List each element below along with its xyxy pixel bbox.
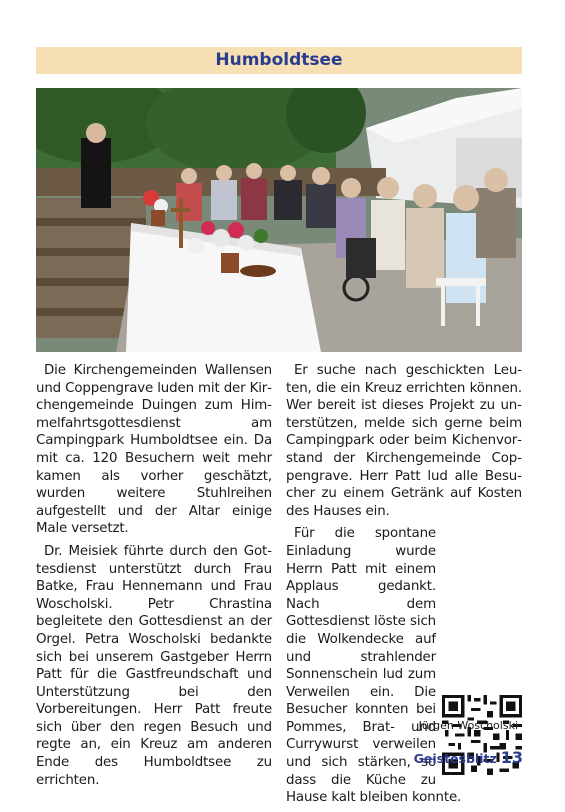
page-title: Humboldtsee (215, 50, 343, 70)
photo-illustration (36, 88, 522, 352)
page-footer (414, 748, 523, 767)
right-paragraph-2: Für die spontane Einladung wurde Herrn Patt mit einem Applaus gedankt. Nach dem Gottesdienst löste sich die Wolkendecke auf und strahlender Sonnenschein lud zum Verweilen ein. Die Besucher konnten bei Pommes, Brat- und Currywurst verweilen und sich stärken, so dass die Küche zu Hause kalt bleiben konnte. (286, 526, 462, 806)
magazine-name: Geistesblitz (413, 751, 497, 766)
right-column (286, 362, 522, 812)
title-bar (36, 47, 522, 74)
left-column (36, 362, 272, 794)
church-service-photo (36, 88, 522, 352)
page-number: 13 (500, 748, 523, 767)
left-paragraph-1: Die Kirchengemeinden Wallensen und Coppengrave luden mit der Kirchengemeinde Duingen zum Himmelfahrtsgottesdienst am Campingpark Humboldtsee ein. Da mit ca. 120 Besuchern weit mehr kamen als vorher geschätzt, wurden weitere Stuhlreihen aufgestellt und der Altar einige Male versetzt. (36, 363, 272, 537)
author-signature: Jürgen Woscholski (418, 719, 518, 732)
right-paragraph-1: Er suche nach geschickten Leuten, die ein Kreuz errichten können. Wer bereit ist dieses Projekt zu unterstützen, melde sich gerne beim Campingpark oder beim Kichenvorstand der Kirchengemeinde Coppengrave. Herr Patt lud alle Besucher zu einem Getränk auf Kosten des Hauses ein. (286, 363, 522, 519)
left-paragraph-2: Dr. Meisiek führte durch den Gottesdienst unterstützt durch Frau Batke, Frau Hennemann und Frau Woscholski. Petr Chrastina begleitete den Gottesdienst an der Orgel. Petra Woscholski bedankte sich bei unserem Gastgeber Herrn Patt für die Gastfreundschaft und Unterstützung bei den Vorbereitungen. Herr Patt freute sich über den regen Besuch und regte an, ein Kreuz am anderen Ende des Humboldtsee zu errichten. (36, 543, 272, 788)
